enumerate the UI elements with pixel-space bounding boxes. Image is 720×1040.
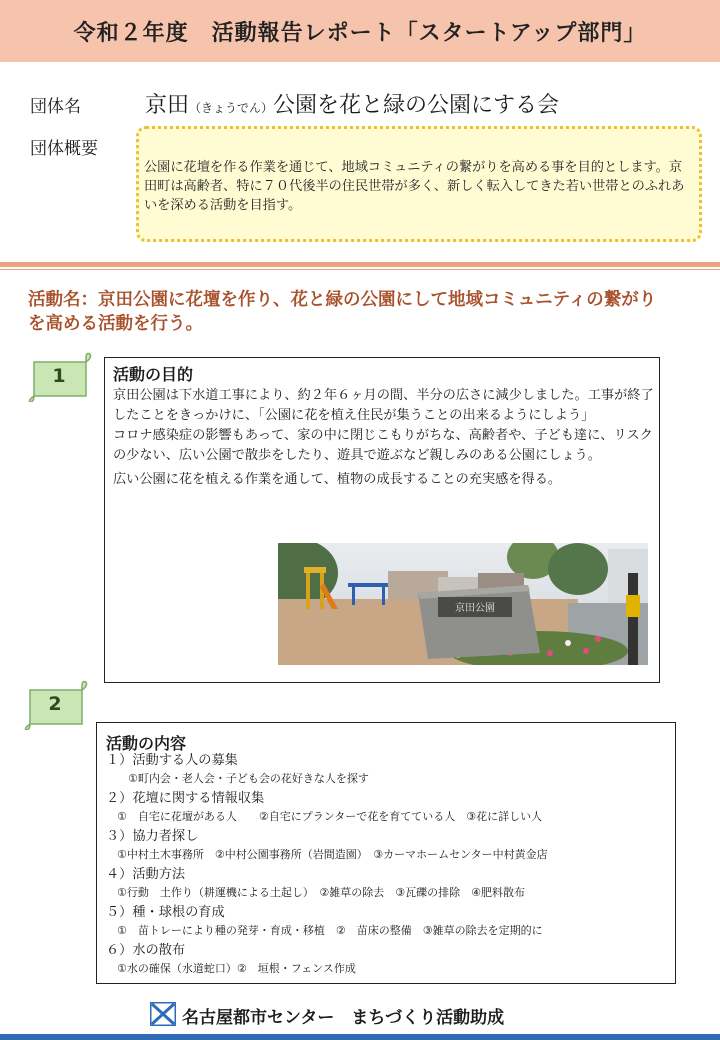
content-item-title: ６）水の散布 (106, 943, 186, 958)
section-divider (0, 262, 720, 267)
content-item-title: ２）花壇に関する情報収集 (106, 791, 265, 806)
purpose-paragraph: 京田公園は下水道工事により、約２年６ヶ月の間、半分の広さに減少しました。工事が終了したことをきっかけに、「公園に花を植え住民が集うことの出来るようにしよう」 (113, 388, 654, 423)
group-name-ruby: （きょうでん） (189, 101, 274, 115)
footer-bar (0, 1034, 720, 1040)
content-item-detail: ①水の確保（水道蛇口）② 垣根・フェンス作成 (106, 962, 356, 975)
content-list (106, 752, 672, 980)
content-item-title: ４）活動方法 (106, 867, 186, 882)
content-item-detail: ① 苗トレーにより種の発芽・育成・移植 ② 苗床の整備 ③雑草の除去を定期的に (106, 924, 543, 937)
purpose-paragraph: コロナ感染症の影響もあって、家の中に閉じこもりがちな、高齢者や、子ども達に、リスクの少ない、広い公園で散歩をしたり、遊具で遊ぶなど親しみのある公園にしょう。 (113, 428, 653, 463)
content-item-detail: ①町内会・老人会・子ども会の花好きな人を探す (106, 772, 369, 785)
content-heading: 活動の内容 (106, 734, 187, 753)
page-title: 令和２年度 活動報告レポート「スタートアップ部門」 (73, 21, 647, 46)
purpose-paragraph: 広い公園に花を植える作業を通して、植物の成長することの充実感を得る。 (113, 472, 562, 487)
content-item-detail: ① 自宅に花壇がある人 ②自宅にプランターで花を育てている人 ③花に詳しい人 (106, 810, 543, 823)
purpose-heading: 活動の目的 (113, 365, 194, 384)
park-photo (278, 543, 648, 665)
overview-text: 公園に花壇を作る作業を通じて、地域コミュニティの繋がりを高める事を目的とします。京田町は高齢者、特に７０代後半の住民世帯が多く、新しく転入してきた若い世帯とのふれあいを深める活動を目指す。 (144, 160, 685, 213)
footer-text: 名古屋都市センター まちづくり活動助成 (182, 1008, 505, 1028)
purpose-body (113, 386, 658, 490)
content-item-detail: ①中村土木事務所 ②中村公園事務所（岩間造園） ③カーマホームセンター中村黄金店 (106, 848, 548, 861)
content-item-title: ３）協力者探し (106, 829, 199, 844)
group-name (145, 88, 559, 119)
activity-title: 活動名：京田公園に花壇を作り、花と緑の公園にして地域コミュニティの繋がりを高める活動を行う。 (28, 290, 657, 334)
park-photo-illustration (278, 543, 648, 665)
overview-label: 団体概要 (30, 139, 98, 159)
content-item-detail: ①行動 土作り（耕運機による土起し） ②雑草の除去 ③瓦礫の排除 ④肥料散布 (106, 886, 525, 899)
section-1-badge (28, 352, 94, 402)
section-2-number: 2 (48, 693, 62, 715)
footer-logo-icon (150, 1002, 176, 1026)
group-name-label: 団体名 (30, 97, 81, 117)
section-2-badge (24, 680, 90, 730)
section-divider-thin (0, 269, 720, 270)
content-item-title: １）活動する人の募集 (106, 753, 238, 768)
nagoya-urban-institute-logo (150, 1002, 176, 1030)
section-1-number: 1 (52, 365, 66, 387)
content-item-title: ５）種・球根の育成 (106, 905, 225, 920)
monument-sign-text: 京田公園 (455, 603, 495, 614)
group-name-prefix: 京田 (145, 93, 190, 118)
group-name-suffix: 公園を花と緑の公園にする会 (273, 93, 560, 118)
